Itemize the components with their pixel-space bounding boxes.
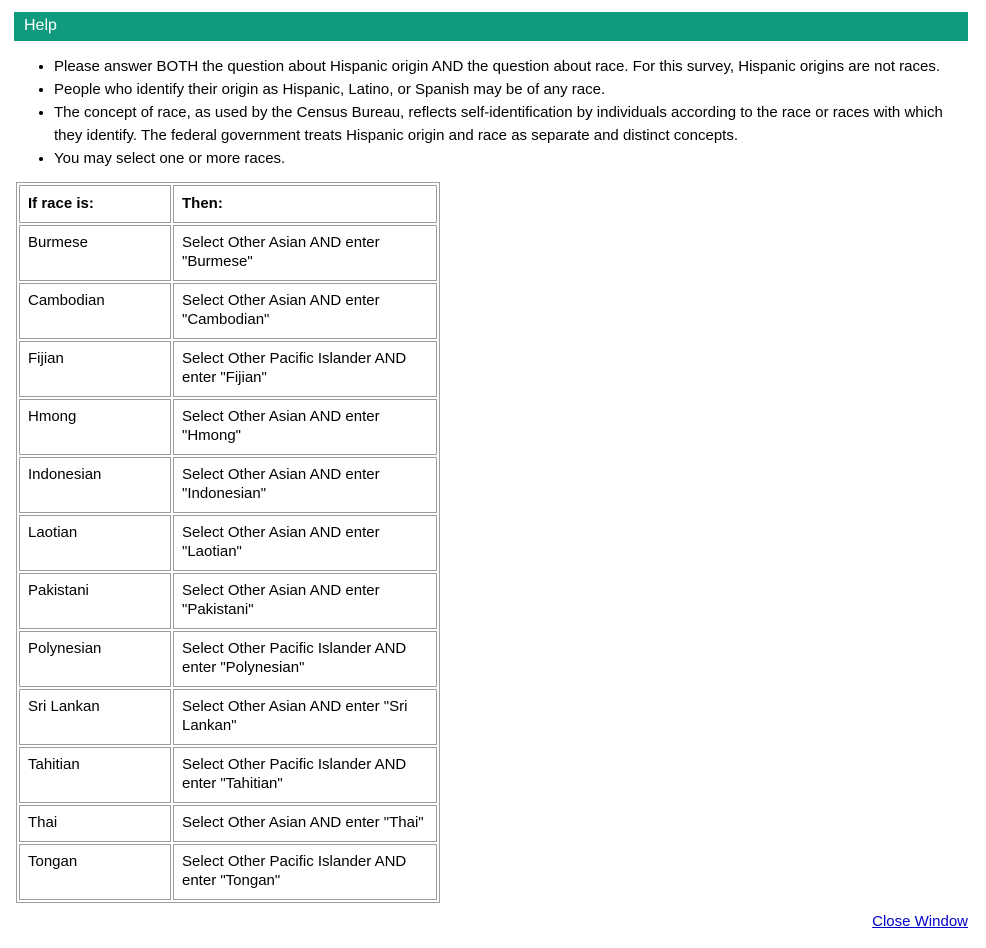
then-cell: Select Other Pacific Islander AND enter "Polynesian" — [173, 631, 437, 687]
race-cell: Fijian — [19, 341, 171, 397]
help-header — [14, 12, 968, 41]
table-row — [19, 225, 437, 281]
bullet-item: • Please answer BOTH the question about Hispanic origin AND the question about race. For this survey, Hispanic origins are not races. — [54, 55, 968, 78]
then-cell: Select Other Pacific Islander AND enter "Fijian" — [173, 341, 437, 397]
help-bullets — [14, 55, 968, 170]
race-cell: Laotian — [19, 515, 171, 571]
bullet-item: • You may select one or more races. — [54, 147, 968, 170]
table-row — [19, 283, 437, 339]
race-cell: Indonesian — [19, 457, 171, 513]
then-cell: Select Other Asian AND enter "Thai" — [173, 805, 437, 842]
race-cell: Burmese — [19, 225, 171, 281]
table-row — [19, 515, 437, 571]
race-cell: Tahitian — [19, 747, 171, 803]
then-cell: Select Other Asian AND enter "Hmong" — [173, 399, 437, 455]
then-cell: Select Other Asian AND enter "Sri Lankan" — [173, 689, 437, 745]
race-cell: Hmong — [19, 399, 171, 455]
help-table-body — [19, 225, 437, 900]
table-row — [19, 399, 437, 455]
table-row — [19, 341, 437, 397]
race-help-table — [16, 182, 440, 903]
then-cell: Select Other Asian AND enter "Laotian" — [173, 515, 437, 571]
close-window-link[interactable]: Close Window — [872, 913, 968, 930]
bullet-item: • People who identify their origin as Hispanic, Latino, or Spanish may be of any race. — [54, 78, 968, 101]
then-cell: Select Other Asian AND enter "Burmese" — [173, 225, 437, 281]
table-row — [19, 573, 437, 629]
col-header-then: Then: — [173, 185, 437, 223]
then-cell: Select Other Asian AND enter "Pakistani" — [173, 573, 437, 629]
race-cell: Pakistani — [19, 573, 171, 629]
table-row — [19, 689, 437, 745]
bullet-item: • The concept of race, as used by the Census Bureau, reflects self-identification by individuals according to the race or races with which they identify. The federal government treats Hispanic origin and race as separate and distinct concepts. — [54, 101, 968, 147]
table-row — [19, 457, 437, 513]
race-cell: Tongan — [19, 844, 171, 900]
then-cell: Select Other Asian AND enter "Indonesian" — [173, 457, 437, 513]
then-cell: Select Other Pacific Islander AND enter "Tahitian" — [173, 747, 437, 803]
race-cell: Polynesian — [19, 631, 171, 687]
race-cell: Cambodian — [19, 283, 171, 339]
race-cell: Sri Lankan — [19, 689, 171, 745]
page-title: Help — [24, 17, 57, 34]
table-row — [19, 747, 437, 803]
then-cell: Select Other Pacific Islander AND enter "Tongan" — [173, 844, 437, 900]
col-header-race: If race is: — [19, 185, 171, 223]
footer — [14, 913, 968, 930]
table-row — [19, 844, 437, 900]
table-row — [19, 805, 437, 842]
table-header-row — [19, 185, 437, 223]
table-row — [19, 631, 437, 687]
then-cell: Select Other Asian AND enter "Cambodian" — [173, 283, 437, 339]
race-cell: Thai — [19, 805, 171, 842]
